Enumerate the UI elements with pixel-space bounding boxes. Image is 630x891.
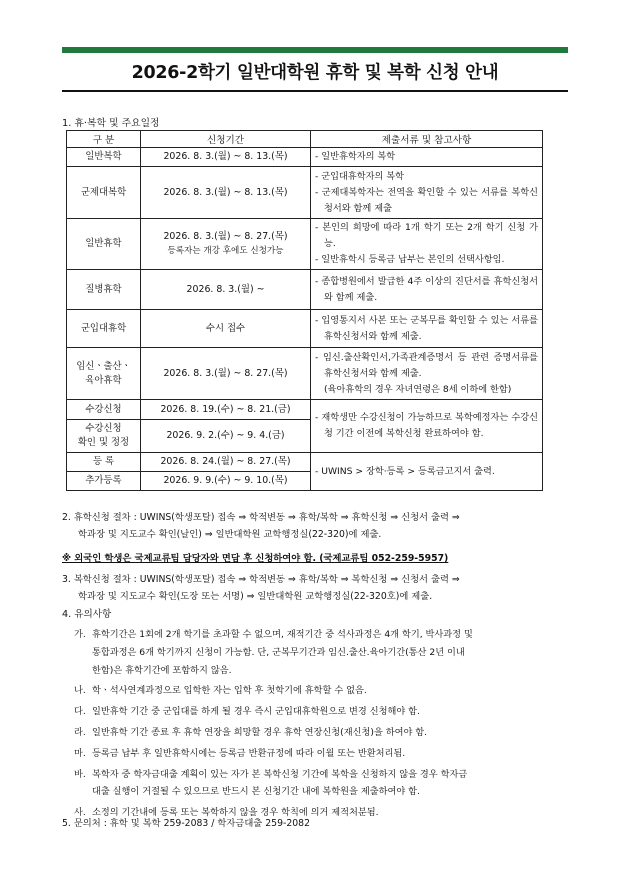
title-bottom-rule <box>62 90 568 92</box>
note-item: 바. 복학자 중 학자금대출 계획이 있는 자가 본 복학신청 기간에 복학을 신청하지 않을 경우 학자금 대출 실행이 거절될 수 있으므로 반드시 본 신청기간 내에 복학원을 제출하여야 함. <box>74 768 468 798</box>
row-category: 군입대휴학 <box>67 310 141 348</box>
row-docs: - 입영통지서 사본 또는 군복무를 확인할 수 있는 서류를 휴학신청서와 함께 제출. <box>311 310 543 348</box>
row-period: 2026. 8. 19.(수) ~ 8. 21.(금) <box>141 400 311 420</box>
row-category: 군제대복학 <box>67 167 141 219</box>
row-period: 2026. 8. 3.(월) ~ <box>141 270 311 310</box>
note-item: 다. 일반휴학 기간 중 군입대를 하게 될 경우 즉시 군입대휴학원으로 변경 신청해야 함. <box>74 706 420 718</box>
table-row <box>67 167 543 219</box>
table-row <box>67 148 543 167</box>
row-period: 2026. 8. 3.(월) ~ 8. 27.(목) 등록자는 개강 후에도 신청가능 <box>141 219 311 270</box>
header-period: 신청기간 <box>141 131 311 148</box>
row-docs: - 본인의 희망에 따라 1개 학기 또는 2개 학기 신청 가능. - 일반휴학시 등록금 납부는 본인의 선택사항임. <box>311 219 543 270</box>
row-period: 수시 접수 <box>141 310 311 348</box>
row-docs: - 종합병원에서 발급한 4주 이상의 진단서를 휴학신청서와 함께 제출. <box>311 270 543 310</box>
table-row <box>67 310 543 348</box>
table-row <box>67 270 543 310</box>
row-category: 등 록 <box>67 453 141 472</box>
header-category: 구 분 <box>67 131 141 148</box>
row-docs: - 재학생만 수강신청이 가능하므로 복학예정자는 수강신청 기간 이전에 복학신청 완료하여야 함. <box>311 400 543 453</box>
row-category: 추가등록 <box>67 472 141 491</box>
period-note: 등록자는 개강 후에도 신청가능 <box>167 246 284 256</box>
note-item: 사. 소정의 기간내에 등록 또는 복학하지 않을 경우 학칙에 의거 제적처분됨. <box>74 807 379 819</box>
row-docs: - UWINS > 장학·등록 > 등록금고지서 출력. <box>311 453 543 491</box>
row-period: 2026. 8. 3.(월) ~ 8. 13.(목) <box>141 148 311 167</box>
table-header-row <box>67 131 543 148</box>
row-period: 2026. 8. 3.(월) ~ 8. 13.(목) <box>141 167 311 219</box>
note-item: 라. 일반휴학 기간 종료 후 휴학 연장을 희망할 경우 휴학 연장신청(재신청)을 하여야 함. <box>74 726 428 738</box>
row-category: 임신ㆍ출산ㆍ 육아휴학 <box>67 348 141 400</box>
row-period: 2026. 9. 9.(수) ~ 9. 10.(목) <box>141 472 311 491</box>
row-period: 2026. 8. 24.(월) ~ 8. 27.(목) <box>141 453 311 472</box>
row-docs: - 임신.출산확인서,가족관계증명서 등 관련 증명서류를 휴학신청서와 함께 제출. (육아휴학의 경우 자녀연령은 8세 이하에 한함) <box>311 348 543 400</box>
section3-return-procedure: 3. 복학신청 절차 : UWINS(학생포탈) 접속 ⇒ 학적변동 ⇒ 휴학/복학 ⇒ 복학신청 ⇒ 신청서 출력 ⇒ 학과장 및 지도교수 확인(도장 또는 서명) ⇒ 일반대학원 교학행정실(22-320호)에 제출. <box>62 574 460 602</box>
note-item: 나. 학ㆍ석사연계과정으로 입학한 자는 입학 후 첫학기에 휴학할 수 없음. <box>74 685 367 697</box>
schedule-table <box>66 130 543 491</box>
row-category: 수강신청 확인 및 정정 <box>67 420 141 453</box>
row-docs: - 일반휴학자의 복학 <box>311 148 543 167</box>
table-row <box>67 453 543 472</box>
foreign-student-notice: ※ 외국인 학생은 국제교류팀 담당자와 면담 후 신청하여야 함. (국제교류팀 052-259-5957) <box>62 553 449 564</box>
title-block <box>62 47 568 92</box>
row-category: 일반복학 <box>67 148 141 167</box>
note-item: 가. 휴학기간은 1회에 2개 학기를 초과할 수 없으며, 재적기간 중 석사과정은 4개 학기, 박사과정 및 통합과정은 6개 학기까지 신청이 가능함. 단, 군복무기간과 임신.출산.육아기간(통산 2년 이내 한함)은 휴학기간에 포함하지 않음. <box>74 629 473 676</box>
row-period: 2026. 8. 3.(월) ~ 8. 27.(목) <box>141 348 311 400</box>
row-category: 수강신청 <box>67 400 141 420</box>
section4-notes <box>62 606 568 822</box>
section2-apply-procedure: 2. 휴학신청 절차 : UWINS(학생포탈) 접속 ⇒ 학적변동 ⇒ 휴학/복학 ⇒ 휴학신청 ⇒ 신청서 출력 ⇒ 학과장 및 지도교수 확인(날인) ⇒ 일반대학원 교학행정실(22-320)에 제출. <box>62 512 460 540</box>
note-item: 마. 등록금 납부 후 일반휴학시에는 등록금 반환규정에 따라 이월 또는 반환처리됨. <box>74 747 406 759</box>
section1-heading: 1. 휴·복학 및 주요일정 <box>62 118 160 129</box>
table-row <box>67 348 543 400</box>
row-category: 일반휴학 <box>67 219 141 270</box>
page-title: 2026-2학기 일반대학원 휴학 및 복학 신청 안내 <box>131 63 499 83</box>
section4-heading: 4. 유의사항 <box>62 609 112 620</box>
row-category: 질병휴학 <box>67 270 141 310</box>
row-period: 2026. 9. 2.(수) ~ 9. 4.(금) <box>141 420 311 453</box>
row-docs: - 군입대휴학자의 복학 - 군제대복학자는 전역을 확인할 수 있는 서류를 복학신청서와 함께 제출 <box>311 167 543 219</box>
header-documents: 제출서류 및 참고사항 <box>311 131 543 148</box>
contact-info: 5. 문의처 : 휴학 및 복학 259-2083 / 학자금대출 259-2082 <box>62 818 311 829</box>
table-row <box>67 400 543 420</box>
table-row <box>67 219 543 270</box>
